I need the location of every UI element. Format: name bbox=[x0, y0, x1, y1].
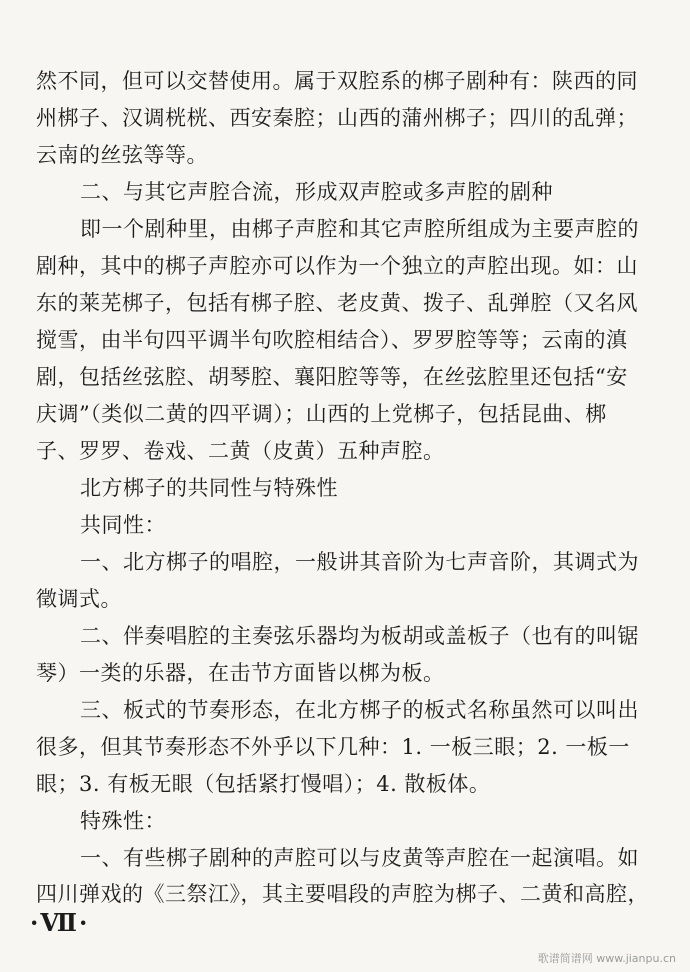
subheading: 特殊性： bbox=[80, 809, 166, 833]
text-line: 搅雪，由半句四平调半句吹腔相结合）、罗罗腔等等；云南的滇 bbox=[36, 328, 628, 352]
watermark: 歌谱简谱网 www.jianpu.cn bbox=[537, 952, 676, 965]
text-line: 东的莱芜梆子，包括有梆子腔、老皮黄、拨子、乱弹腔（又名风 bbox=[36, 291, 638, 315]
text-line: 子、罗罗、卷戏、二黄（皮黄）五种声腔。 bbox=[36, 439, 445, 463]
text-line: 云南的丝弦等等。 bbox=[36, 143, 208, 167]
text-line: 徵调式。 bbox=[36, 587, 122, 611]
text-line: 庆调”（类似二黄的四平调）；山西的上党梆子，包括昆曲、梆 bbox=[36, 402, 607, 426]
text-line: 一、有些梆子剧种的声腔可以与皮黄等声腔在一起演唱。如 bbox=[80, 846, 639, 870]
subheading: 共同性： bbox=[80, 513, 166, 537]
text-line: 州梆子、汉调桄桄、西安秦腔；山西的蒲州梆子；四川的乱弹； bbox=[36, 106, 638, 130]
text-line: 然不同，但可以交替使用。属于双腔系的梆子剧种有：陕西的同 bbox=[36, 69, 638, 93]
text-line: 剧种，其中的梆子声腔亦可以作为一个独立的声腔出现。如：山 bbox=[36, 254, 638, 278]
text-line: 剧，包括丝弦腔、胡琴腔、襄阳腔等等，在丝弦腔里还包括“安 bbox=[36, 365, 628, 389]
text-line: 很多，但其节奏形态不外乎以下几种：1. 一板三眼；2. 一板一 bbox=[36, 735, 630, 759]
section-heading: 北方梆子的共同性与特殊性 bbox=[80, 476, 338, 500]
text-line: 二、伴奏唱腔的主奏弦乐器均为板胡或盖板子（也有的叫锯 bbox=[80, 624, 639, 648]
text-line: 琴）一类的乐器，在击节方面皆以梆为板。 bbox=[36, 661, 445, 685]
text-line: 三、板式的节奏形态，在北方梆子的板式名称虽然可以叫出 bbox=[80, 698, 639, 722]
text-line: 即一个剧种里，由梆子声腔和其它声腔所组成为主要声腔的 bbox=[80, 217, 639, 241]
text-line: 眼；3. 有板无眼（包括紧打慢唱）；4. 散板体。 bbox=[36, 772, 491, 796]
section-heading: 二、与其它声腔合流，形成双声腔或多声腔的剧种 bbox=[80, 180, 553, 204]
text-line: 四川弹戏的《三祭江》，其主要唱段的声腔为梆子、二黄和高腔， bbox=[36, 882, 649, 906]
page-number: ·Ⅶ· bbox=[30, 908, 90, 937]
text-line: 一、北方梆子的唱腔，一般讲其音阶为七声音阶，其调式为 bbox=[80, 550, 639, 574]
